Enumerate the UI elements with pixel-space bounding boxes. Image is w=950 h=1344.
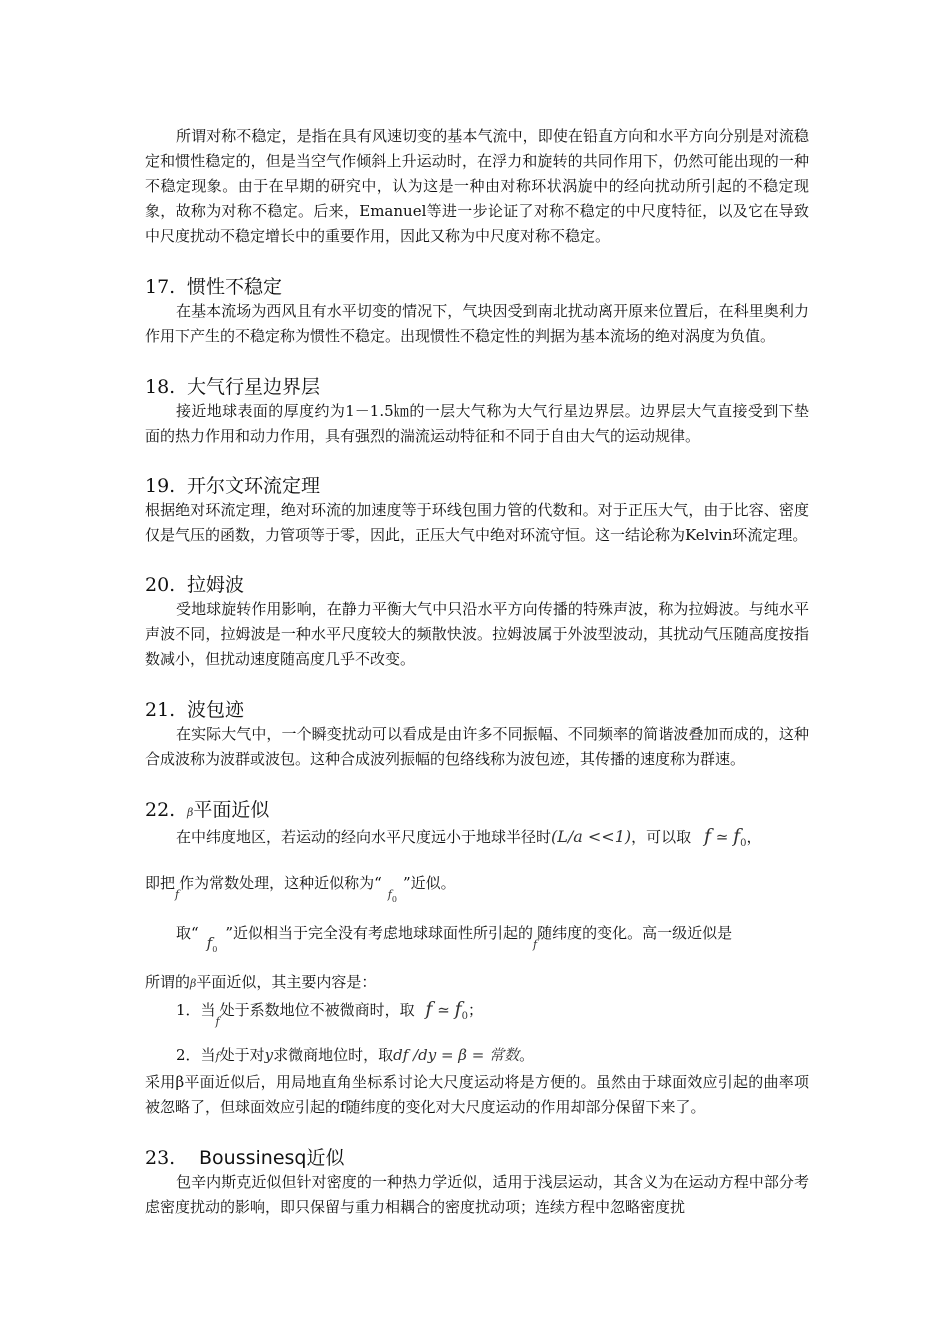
math-f0: f (387, 888, 392, 901)
text-run: 。 (519, 1046, 535, 1064)
paragraph-beta-plane-usage: 采用β平面近似后，用局地直角坐标系讨论大尺度运动将是方便的。虽然由于球面效应引起的曲率项被忽略了，但球面效应引起的f随纬度的变化对大尺度运动的作用却部分保留下来了。 (145, 1073, 809, 1116)
heading-number: 20. (145, 574, 176, 596)
math-f0: f (733, 825, 741, 847)
text-run: ， (746, 828, 762, 846)
heading-title: 平面近似 (193, 799, 270, 821)
text-run: ”近似。 (402, 874, 456, 892)
math-subscript: 0 (461, 1011, 469, 1022)
heading-17 (145, 275, 809, 299)
heading-title: 拉姆波 (187, 574, 245, 596)
heading-20 (145, 573, 809, 597)
heading-number: 17. (145, 276, 176, 298)
math-approx: ≃ (715, 828, 729, 846)
text-run: 求微商地位时，取 (273, 1046, 394, 1064)
heading-number: 23. (145, 1147, 176, 1169)
math-f: f (215, 1050, 220, 1063)
math-f: f (175, 888, 180, 901)
line-f-constant (145, 871, 809, 902)
text-run: 1．当 (176, 1001, 216, 1019)
paragraph-wave-envelope: 在实际大气中，一个瞬变扰动可以看成是由许多不同振幅、不同频率的简谐波叠加而成的，这种合成波称为波群或波包。这种合成波列振幅的包络线称为波包迹，其传播的速度称为群速。 (145, 725, 809, 768)
math-subscript: 0 (212, 945, 218, 954)
heading-title: 波包迹 (187, 699, 245, 721)
heading-number: 22. (145, 799, 176, 821)
beta-symbol: β (190, 977, 197, 990)
paragraph-lamb-wave: 受地球旋转作用影响，在静力平衡大气中只沿水平方向传播的特殊声波，称为拉姆波。与纯水平声波不同，拉姆波是一种水平尺度较大的频散快波。拉姆波属于外波型波动，其扰动气压随高度按指数减小，但扰动速度随高度几乎不改变。 (145, 600, 809, 668)
text-run: 处于对 (219, 1046, 265, 1064)
heading-number: 19. (145, 475, 176, 497)
heading-title: Boussinesq近似 (199, 1147, 345, 1169)
heading-22 (145, 798, 809, 825)
math-f0: f (206, 934, 213, 952)
heading-19 (145, 474, 809, 498)
line-item-1 (176, 997, 840, 1029)
text-run: ； (468, 1001, 484, 1019)
paragraph-symmetric-instability: 所谓对称不稳定，是指在具有风速切变的基本气流中，即使在铅直方向和水平方向分别是对流稳定和惯性稳定的，但是当空气作倾斜上升运动时，在浮力和旋转的共同作用下，仍然可能出现的一种不稳定现象。由于在早期的研究中，认为这是一种由对称环状涡旋中的经向扰动所引起的不稳定现象，故称为对称不稳定。后来，Emanuel等进一步论证了对称不稳定的中尺度特征，以及它在导致中尺度扰动不稳定增长中的重要作用，因此又称为中尺度对称不稳定。 (145, 127, 809, 245)
text-run: 处于系数地位不被微商时，取 (219, 1001, 415, 1019)
line-beta-plane (145, 970, 809, 996)
text-run: 平面近似，其主要内容是： (196, 973, 377, 991)
line-f0-meaning (176, 921, 840, 952)
math-beta-definition: df /dy = β = 常数 (393, 1046, 520, 1064)
math-scale-ratio: (L/a <<1) (551, 827, 632, 846)
text-run: 随纬度的变化。高一级近似是 (537, 924, 733, 942)
paragraph-boundary-layer: 接近地球表面的厚度约为1－1.5㎞的一层大气称为大气行星边界层。边界层大气直接受到下垫面的热力作用和动力作用，具有强烈的湍流运动特征和不同于自由大气的运动规律。 (145, 402, 809, 445)
heading-21 (145, 698, 809, 722)
text-run: 即把 (145, 874, 176, 892)
math-f: f (215, 1015, 220, 1028)
text-run: ，可以取 (631, 828, 692, 846)
math-f: f (703, 825, 711, 847)
text-run: 作为常数处理，这种近似称为“ (179, 874, 382, 892)
math-subscript: 0 (740, 838, 747, 849)
text-run: 2．当 (176, 1046, 216, 1064)
text-run: 取“ (176, 924, 199, 942)
math-f0: f (454, 998, 462, 1020)
math-y: y (264, 1046, 274, 1064)
heading-number: 18. (145, 376, 176, 398)
math-subscript: 0 (391, 895, 397, 904)
text-run: ”近似相当于完全没有考虑地球球面性所引起的 (225, 924, 533, 942)
beta-symbol: β (187, 806, 194, 819)
text-run: 在中纬度地区，若运动的经向水平尺度远小于地球半径时 (176, 828, 552, 846)
text-run: 所谓的 (145, 973, 191, 991)
heading-18 (145, 375, 809, 399)
heading-title: 大气行星边界层 (187, 376, 321, 398)
heading-title: 惯性不稳定 (187, 276, 283, 298)
paragraph-boussinesq: 包辛内斯克近似但针对密度的一种热力学近似，适用于浅层运动，其含义为在运动方程中部分考虑密度扰动的影响，即只保留与重力相耦合的密度扰动项；连续方程中忽略密度扰 (145, 1173, 809, 1216)
heading-title: 开尔文环流定理 (187, 475, 321, 497)
paragraph-kelvin-theorem: 根据绝对环流定理，绝对环流的加速度等于环线包围力管的代数和。对于正压大气，由于比容、密度仅是气压的函数，力管项等于零，因此，正压大气中绝对环流守恒。这一结论称为Kelvin环流定理。 (145, 501, 809, 544)
paragraph-inertial-instability: 在基本流场为西风且有水平切变的情况下，气块因受到南北扰动离开原来位置后，在科里奥利力作用下产生的不稳定称为惯性不稳定。出现惯性不稳定性的判据为基本流场的绝对涡度为负值。 (145, 302, 809, 345)
heading-23 (145, 1146, 809, 1170)
math-approx: ≃ (437, 1001, 450, 1019)
heading-number: 21. (145, 699, 176, 721)
line-item-2 (176, 1043, 840, 1069)
math-f: f (425, 998, 433, 1020)
line-midlatitude-condition (176, 824, 840, 856)
math-f: f (533, 938, 538, 951)
